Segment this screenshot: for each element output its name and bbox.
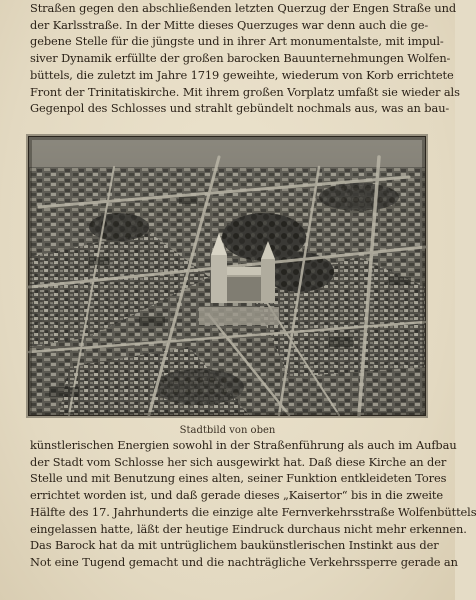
text-line: gebene Stelle für die jüngste und in ihrer Art monumentalste, mit impul- <box>30 34 444 49</box>
text-line: Das Barock hat da mit untrüglichem baukünstlerischen Instinkt aus der <box>30 538 439 553</box>
text-line: büttels, die zuletzt im Jahre 1719 geweihte, wiederum von Korb errichtete <box>30 67 454 82</box>
figure-caption: Stadtbild von oben <box>179 425 276 436</box>
text-line: Straßen gegen den abschließenden letzten Querzug der Engen Straße und <box>30 1 457 15</box>
text-line: eingelassen hatte, läßt der heutige Eindruck durchaus nicht mehr erkennen. <box>30 521 467 536</box>
text-line: siver Dynamik erfüllte der großen barocken Bauunternehmungen Wolfen- <box>30 51 451 66</box>
text-line: der Stadt vom Schlosse her sich ausgewirkt hat. Daß diese Kirche an der <box>30 454 447 469</box>
text-line: Not eine Tugend gemacht und die nachträgliche Verkehrssperre gerade an <box>30 554 458 569</box>
text-line: der Karlsstraße. In der Mitte dieses Querzuges war denn auch die ge- <box>30 17 429 32</box>
aerial-photo-illustration <box>29 137 425 415</box>
text-line: errichtet worden ist, und daß gerade dieses „Kaisertor“ bis in die zweite <box>30 488 444 503</box>
aerial-city-photo <box>28 136 426 416</box>
text-line: Gegenpol des Schlosses und strahlt gebündelt nochmals aus, was an bau- <box>30 101 450 116</box>
text-line: Front der Trinitatiskirche. Mit ihrem großen Vorplatz umfaßt sie wieder als <box>30 84 460 99</box>
paragraph-bottom <box>30 437 476 571</box>
paragraph-top <box>30 0 460 117</box>
text-line: Stelle und mit Benutzung eines alten, seiner Funktion entkleideten Tores <box>30 471 447 486</box>
text-line: künstlerischen Energien sowohl in der Straßenführung als auch im Aufbau <box>30 438 457 452</box>
text-line: Hälfte des 17. Jahrhunderts die einzige alte Fernverkehrsstraße Wolfenbüttels <box>30 504 476 519</box>
